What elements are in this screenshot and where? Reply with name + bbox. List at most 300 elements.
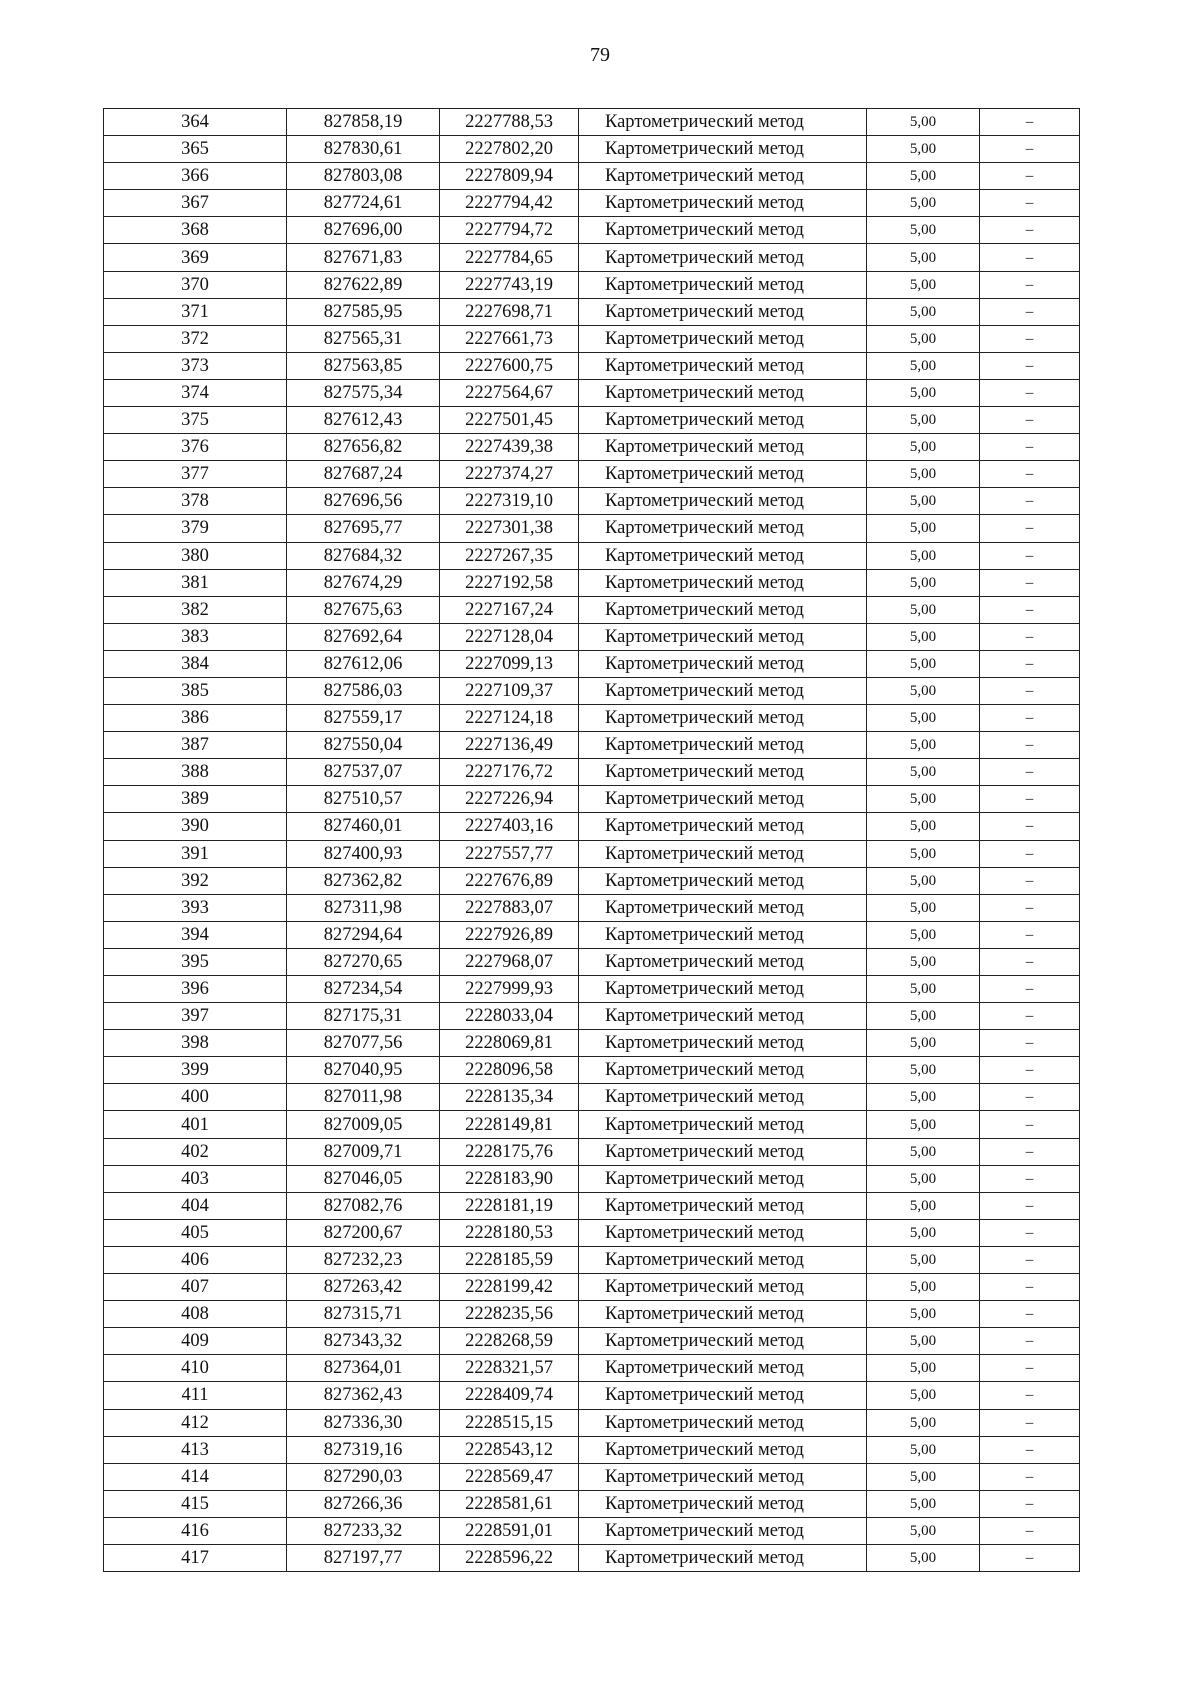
table-row	[104, 1436, 1080, 1463]
note-cell: –	[980, 1355, 1080, 1382]
note-cell: –	[980, 163, 1080, 190]
x-coordinate-cell: 827612,06	[287, 650, 440, 677]
x-coordinate-cell: 827197,77	[287, 1544, 440, 1571]
y-coordinate-cell: 2228543,12	[440, 1436, 579, 1463]
table-row	[104, 1274, 1080, 1301]
y-coordinate-cell: 2228181,19	[440, 1192, 579, 1219]
table-row	[104, 1219, 1080, 1246]
table-row	[104, 434, 1080, 461]
method-cell: Картометрический метод	[579, 677, 867, 704]
point-number-cell: 412	[104, 1409, 287, 1436]
method-cell: Картометрический метод	[579, 244, 867, 271]
table-row	[104, 1030, 1080, 1057]
table-row	[104, 488, 1080, 515]
y-coordinate-cell: 2228185,59	[440, 1246, 579, 1273]
y-coordinate-cell: 2228135,34	[440, 1084, 579, 1111]
method-cell: Картометрический метод	[579, 650, 867, 677]
x-coordinate-cell: 827362,82	[287, 867, 440, 894]
note-cell: –	[980, 732, 1080, 759]
point-number-cell: 393	[104, 894, 287, 921]
point-number-cell: 370	[104, 271, 287, 298]
accuracy-cell: 5,00	[867, 759, 980, 786]
method-cell: Картометрический метод	[579, 786, 867, 813]
table-row	[104, 190, 1080, 217]
note-cell: –	[980, 190, 1080, 217]
note-cell: –	[980, 677, 1080, 704]
point-number-cell: 411	[104, 1382, 287, 1409]
accuracy-cell: 5,00	[867, 1490, 980, 1517]
point-number-cell: 367	[104, 190, 287, 217]
point-number-cell: 380	[104, 542, 287, 569]
accuracy-cell: 5,00	[867, 407, 980, 434]
method-cell: Картометрический метод	[579, 325, 867, 352]
table-row	[104, 596, 1080, 623]
accuracy-cell: 5,00	[867, 515, 980, 542]
table-row	[104, 1057, 1080, 1084]
x-coordinate-cell: 827510,57	[287, 786, 440, 813]
table-row	[104, 1355, 1080, 1382]
x-coordinate-cell: 827009,05	[287, 1111, 440, 1138]
accuracy-cell: 5,00	[867, 271, 980, 298]
point-number-cell: 364	[104, 109, 287, 136]
method-cell: Картометрический метод	[579, 217, 867, 244]
accuracy-cell: 5,00	[867, 190, 980, 217]
table-row	[104, 1463, 1080, 1490]
method-cell: Картометрический метод	[579, 596, 867, 623]
table-row	[104, 976, 1080, 1003]
y-coordinate-cell: 2227788,53	[440, 109, 579, 136]
accuracy-cell: 5,00	[867, 244, 980, 271]
method-cell: Картометрический метод	[579, 569, 867, 596]
y-coordinate-cell: 2228569,47	[440, 1463, 579, 1490]
table-row	[104, 217, 1080, 244]
accuracy-cell: 5,00	[867, 1436, 980, 1463]
y-coordinate-cell: 2227809,94	[440, 163, 579, 190]
point-number-cell: 394	[104, 921, 287, 948]
y-coordinate-cell: 2228235,56	[440, 1301, 579, 1328]
y-coordinate-cell: 2228175,76	[440, 1138, 579, 1165]
x-coordinate-cell: 827622,89	[287, 271, 440, 298]
y-coordinate-cell: 2228183,90	[440, 1165, 579, 1192]
x-coordinate-cell: 827803,08	[287, 163, 440, 190]
table-row	[104, 109, 1080, 136]
note-cell: –	[980, 1436, 1080, 1463]
accuracy-cell: 5,00	[867, 1111, 980, 1138]
note-cell: –	[980, 813, 1080, 840]
table-row	[104, 786, 1080, 813]
point-number-cell: 403	[104, 1165, 287, 1192]
method-cell: Картометрический метод	[579, 976, 867, 1003]
x-coordinate-cell: 827263,42	[287, 1274, 440, 1301]
note-cell: –	[980, 867, 1080, 894]
table-row	[104, 867, 1080, 894]
method-cell: Картометрический метод	[579, 1301, 867, 1328]
table-row	[104, 298, 1080, 325]
y-coordinate-cell: 2228409,74	[440, 1382, 579, 1409]
point-number-cell: 383	[104, 623, 287, 650]
x-coordinate-cell: 827674,29	[287, 569, 440, 596]
note-cell: –	[980, 759, 1080, 786]
method-cell: Картометрический метод	[579, 1111, 867, 1138]
x-coordinate-cell: 827537,07	[287, 759, 440, 786]
point-number-cell: 396	[104, 976, 287, 1003]
y-coordinate-cell: 2227676,89	[440, 867, 579, 894]
x-coordinate-cell: 827671,83	[287, 244, 440, 271]
method-cell: Картометрический метод	[579, 1057, 867, 1084]
accuracy-cell: 5,00	[867, 840, 980, 867]
point-number-cell: 391	[104, 840, 287, 867]
x-coordinate-cell: 827319,16	[287, 1436, 440, 1463]
table-row	[104, 1246, 1080, 1273]
note-cell: –	[980, 1192, 1080, 1219]
accuracy-cell: 5,00	[867, 976, 980, 1003]
y-coordinate-cell: 2228515,15	[440, 1409, 579, 1436]
point-number-cell: 374	[104, 379, 287, 406]
point-number-cell: 416	[104, 1517, 287, 1544]
note-cell: –	[980, 217, 1080, 244]
x-coordinate-cell: 827040,95	[287, 1057, 440, 1084]
table-row	[104, 352, 1080, 379]
note-cell: –	[980, 136, 1080, 163]
x-coordinate-cell: 827200,67	[287, 1219, 440, 1246]
point-number-cell: 410	[104, 1355, 287, 1382]
y-coordinate-cell: 2227784,65	[440, 244, 579, 271]
table-row	[104, 163, 1080, 190]
method-cell: Картометрический метод	[579, 298, 867, 325]
accuracy-cell: 5,00	[867, 434, 980, 461]
table-row	[104, 650, 1080, 677]
y-coordinate-cell: 2228591,01	[440, 1517, 579, 1544]
x-coordinate-cell: 827586,03	[287, 677, 440, 704]
x-coordinate-cell: 827290,03	[287, 1463, 440, 1490]
table-row	[104, 515, 1080, 542]
table-row	[104, 948, 1080, 975]
y-coordinate-cell: 2228321,57	[440, 1355, 579, 1382]
x-coordinate-cell: 827311,98	[287, 894, 440, 921]
x-coordinate-cell: 827675,63	[287, 596, 440, 623]
point-number-cell: 408	[104, 1301, 287, 1328]
method-cell: Картометрический метод	[579, 1436, 867, 1463]
accuracy-cell: 5,00	[867, 948, 980, 975]
point-number-cell: 388	[104, 759, 287, 786]
accuracy-cell: 5,00	[867, 136, 980, 163]
accuracy-cell: 5,00	[867, 1084, 980, 1111]
x-coordinate-cell: 827830,61	[287, 136, 440, 163]
x-coordinate-cell: 827009,71	[287, 1138, 440, 1165]
point-number-cell: 386	[104, 705, 287, 732]
table-row	[104, 244, 1080, 271]
x-coordinate-cell: 827175,31	[287, 1003, 440, 1030]
y-coordinate-cell: 2227267,35	[440, 542, 579, 569]
x-coordinate-cell: 827656,82	[287, 434, 440, 461]
y-coordinate-cell: 2227661,73	[440, 325, 579, 352]
table-row	[104, 1003, 1080, 1030]
point-number-cell: 397	[104, 1003, 287, 1030]
note-cell: –	[980, 1517, 1080, 1544]
note-cell: –	[980, 894, 1080, 921]
note-cell: –	[980, 298, 1080, 325]
table-row	[104, 1490, 1080, 1517]
note-cell: –	[980, 325, 1080, 352]
accuracy-cell: 5,00	[867, 813, 980, 840]
accuracy-cell: 5,00	[867, 1165, 980, 1192]
note-cell: –	[980, 244, 1080, 271]
method-cell: Картометрический метод	[579, 1409, 867, 1436]
y-coordinate-cell: 2227802,20	[440, 136, 579, 163]
y-coordinate-cell: 2227128,04	[440, 623, 579, 650]
note-cell: –	[980, 650, 1080, 677]
method-cell: Картометрический метод	[579, 840, 867, 867]
y-coordinate-cell: 2227226,94	[440, 786, 579, 813]
table-row	[104, 759, 1080, 786]
accuracy-cell: 5,00	[867, 325, 980, 352]
point-number-cell: 376	[104, 434, 287, 461]
note-cell: –	[980, 461, 1080, 488]
method-cell: Картометрический метод	[579, 732, 867, 759]
y-coordinate-cell: 2227319,10	[440, 488, 579, 515]
method-cell: Картометрический метод	[579, 813, 867, 840]
y-coordinate-cell: 2227698,71	[440, 298, 579, 325]
x-coordinate-cell: 827460,01	[287, 813, 440, 840]
accuracy-cell: 5,00	[867, 1382, 980, 1409]
note-cell: –	[980, 1328, 1080, 1355]
method-cell: Картометрический метод	[579, 1138, 867, 1165]
point-number-cell: 417	[104, 1544, 287, 1571]
note-cell: –	[980, 1301, 1080, 1328]
method-cell: Картометрический метод	[579, 705, 867, 732]
table-row	[104, 325, 1080, 352]
y-coordinate-cell: 2227099,13	[440, 650, 579, 677]
note-cell: –	[980, 1084, 1080, 1111]
x-coordinate-cell: 827612,43	[287, 407, 440, 434]
table-row	[104, 1409, 1080, 1436]
note-cell: –	[980, 488, 1080, 515]
y-coordinate-cell: 2227192,58	[440, 569, 579, 596]
point-number-cell: 377	[104, 461, 287, 488]
x-coordinate-cell: 827362,43	[287, 1382, 440, 1409]
accuracy-cell: 5,00	[867, 1192, 980, 1219]
table-row	[104, 407, 1080, 434]
x-coordinate-cell: 827695,77	[287, 515, 440, 542]
point-number-cell: 395	[104, 948, 287, 975]
note-cell: –	[980, 569, 1080, 596]
y-coordinate-cell: 2228581,61	[440, 1490, 579, 1517]
method-cell: Картометрический метод	[579, 1328, 867, 1355]
note-cell: –	[980, 840, 1080, 867]
note-cell: –	[980, 1463, 1080, 1490]
note-cell: –	[980, 271, 1080, 298]
point-number-cell: 398	[104, 1030, 287, 1057]
table-row	[104, 840, 1080, 867]
note-cell: –	[980, 1274, 1080, 1301]
method-cell: Картометрический метод	[579, 867, 867, 894]
method-cell: Картометрический метод	[579, 948, 867, 975]
y-coordinate-cell: 2227926,89	[440, 921, 579, 948]
accuracy-cell: 5,00	[867, 542, 980, 569]
y-coordinate-cell: 2227136,49	[440, 732, 579, 759]
note-cell: –	[980, 948, 1080, 975]
method-cell: Картометрический метод	[579, 1274, 867, 1301]
y-coordinate-cell: 2228596,22	[440, 1544, 579, 1571]
y-coordinate-cell: 2228180,53	[440, 1219, 579, 1246]
y-coordinate-cell: 2228149,81	[440, 1111, 579, 1138]
accuracy-cell: 5,00	[867, 1219, 980, 1246]
y-coordinate-cell: 2227439,38	[440, 434, 579, 461]
method-cell: Картометрический метод	[579, 434, 867, 461]
point-number-cell: 415	[104, 1490, 287, 1517]
note-cell: –	[980, 407, 1080, 434]
x-coordinate-cell: 827082,76	[287, 1192, 440, 1219]
accuracy-cell: 5,00	[867, 1517, 980, 1544]
point-number-cell: 409	[104, 1328, 287, 1355]
accuracy-cell: 5,00	[867, 1463, 980, 1490]
method-cell: Картометрический метод	[579, 407, 867, 434]
point-number-cell: 375	[104, 407, 287, 434]
point-number-cell: 365	[104, 136, 287, 163]
table-row	[104, 1517, 1080, 1544]
y-coordinate-cell: 2227600,75	[440, 352, 579, 379]
accuracy-cell: 5,00	[867, 677, 980, 704]
y-coordinate-cell: 2227301,38	[440, 515, 579, 542]
accuracy-cell: 5,00	[867, 867, 980, 894]
note-cell: –	[980, 1382, 1080, 1409]
accuracy-cell: 5,00	[867, 109, 980, 136]
point-number-cell: 378	[104, 488, 287, 515]
table-row	[104, 894, 1080, 921]
y-coordinate-cell: 2228268,59	[440, 1328, 579, 1355]
page-number: 79	[590, 44, 610, 66]
accuracy-cell: 5,00	[867, 217, 980, 244]
x-coordinate-cell: 827687,24	[287, 461, 440, 488]
accuracy-cell: 5,00	[867, 1274, 980, 1301]
note-cell: –	[980, 786, 1080, 813]
note-cell: –	[980, 1003, 1080, 1030]
point-number-cell: 368	[104, 217, 287, 244]
method-cell: Картометрический метод	[579, 163, 867, 190]
note-cell: –	[980, 379, 1080, 406]
x-coordinate-cell: 827233,32	[287, 1517, 440, 1544]
x-coordinate-cell: 827077,56	[287, 1030, 440, 1057]
method-cell: Картометрический метод	[579, 1084, 867, 1111]
note-cell: –	[980, 1111, 1080, 1138]
coordinates-table	[103, 108, 1080, 1572]
table-row	[104, 569, 1080, 596]
x-coordinate-cell: 827266,36	[287, 1490, 440, 1517]
note-cell: –	[980, 352, 1080, 379]
y-coordinate-cell: 2227999,93	[440, 976, 579, 1003]
accuracy-cell: 5,00	[867, 1409, 980, 1436]
note-cell: –	[980, 976, 1080, 1003]
accuracy-cell: 5,00	[867, 705, 980, 732]
note-cell: –	[980, 1409, 1080, 1436]
note-cell: –	[980, 623, 1080, 650]
x-coordinate-cell: 827343,32	[287, 1328, 440, 1355]
y-coordinate-cell: 2227743,19	[440, 271, 579, 298]
x-coordinate-cell: 827046,05	[287, 1165, 440, 1192]
table-row	[104, 136, 1080, 163]
x-coordinate-cell: 827585,95	[287, 298, 440, 325]
accuracy-cell: 5,00	[867, 1030, 980, 1057]
table-row	[104, 921, 1080, 948]
table-row	[104, 677, 1080, 704]
note-cell: –	[980, 515, 1080, 542]
method-cell: Картометрический метод	[579, 1003, 867, 1030]
accuracy-cell: 5,00	[867, 894, 980, 921]
x-coordinate-cell: 827234,54	[287, 976, 440, 1003]
table-row	[104, 732, 1080, 759]
accuracy-cell: 5,00	[867, 1544, 980, 1571]
method-cell: Картометрический метод	[579, 1219, 867, 1246]
accuracy-cell: 5,00	[867, 1301, 980, 1328]
point-number-cell: 413	[104, 1436, 287, 1463]
table-row	[104, 1138, 1080, 1165]
y-coordinate-cell: 2228033,04	[440, 1003, 579, 1030]
point-number-cell: 414	[104, 1463, 287, 1490]
y-coordinate-cell: 2227883,07	[440, 894, 579, 921]
y-coordinate-cell: 2227794,72	[440, 217, 579, 244]
method-cell: Картометрический метод	[579, 379, 867, 406]
accuracy-cell: 5,00	[867, 1003, 980, 1030]
method-cell: Картометрический метод	[579, 1463, 867, 1490]
method-cell: Картометрический метод	[579, 542, 867, 569]
method-cell: Картометрический метод	[579, 894, 867, 921]
note-cell: –	[980, 705, 1080, 732]
table-row	[104, 461, 1080, 488]
accuracy-cell: 5,00	[867, 569, 980, 596]
y-coordinate-cell: 2228096,58	[440, 1057, 579, 1084]
point-number-cell: 399	[104, 1057, 287, 1084]
point-number-cell: 405	[104, 1219, 287, 1246]
y-coordinate-cell: 2227109,37	[440, 677, 579, 704]
y-coordinate-cell: 2227176,72	[440, 759, 579, 786]
table-row	[104, 1192, 1080, 1219]
note-cell: –	[980, 1165, 1080, 1192]
table-row	[104, 379, 1080, 406]
y-coordinate-cell: 2227557,77	[440, 840, 579, 867]
y-coordinate-cell: 2227968,07	[440, 948, 579, 975]
accuracy-cell: 5,00	[867, 786, 980, 813]
method-cell: Картометрический метод	[579, 1517, 867, 1544]
table-row	[104, 705, 1080, 732]
note-cell: –	[980, 1490, 1080, 1517]
point-number-cell: 371	[104, 298, 287, 325]
table-row	[104, 1301, 1080, 1328]
table-row	[104, 1328, 1080, 1355]
note-cell: –	[980, 542, 1080, 569]
y-coordinate-cell: 2227167,24	[440, 596, 579, 623]
table-row	[104, 271, 1080, 298]
x-coordinate-cell: 827575,34	[287, 379, 440, 406]
method-cell: Картометрический метод	[579, 921, 867, 948]
method-cell: Картометрический метод	[579, 352, 867, 379]
point-number-cell: 392	[104, 867, 287, 894]
point-number-cell: 387	[104, 732, 287, 759]
accuracy-cell: 5,00	[867, 650, 980, 677]
point-number-cell: 390	[104, 813, 287, 840]
table-row	[104, 1544, 1080, 1571]
point-number-cell: 379	[104, 515, 287, 542]
y-coordinate-cell: 2228199,42	[440, 1274, 579, 1301]
method-cell: Картометрический метод	[579, 488, 867, 515]
point-number-cell: 366	[104, 163, 287, 190]
point-number-cell: 382	[104, 596, 287, 623]
x-coordinate-cell: 827724,61	[287, 190, 440, 217]
coordinates-table-body	[104, 109, 1080, 1572]
table-row	[104, 1084, 1080, 1111]
note-cell: –	[980, 1030, 1080, 1057]
accuracy-cell: 5,00	[867, 298, 980, 325]
method-cell: Картометрический метод	[579, 1192, 867, 1219]
